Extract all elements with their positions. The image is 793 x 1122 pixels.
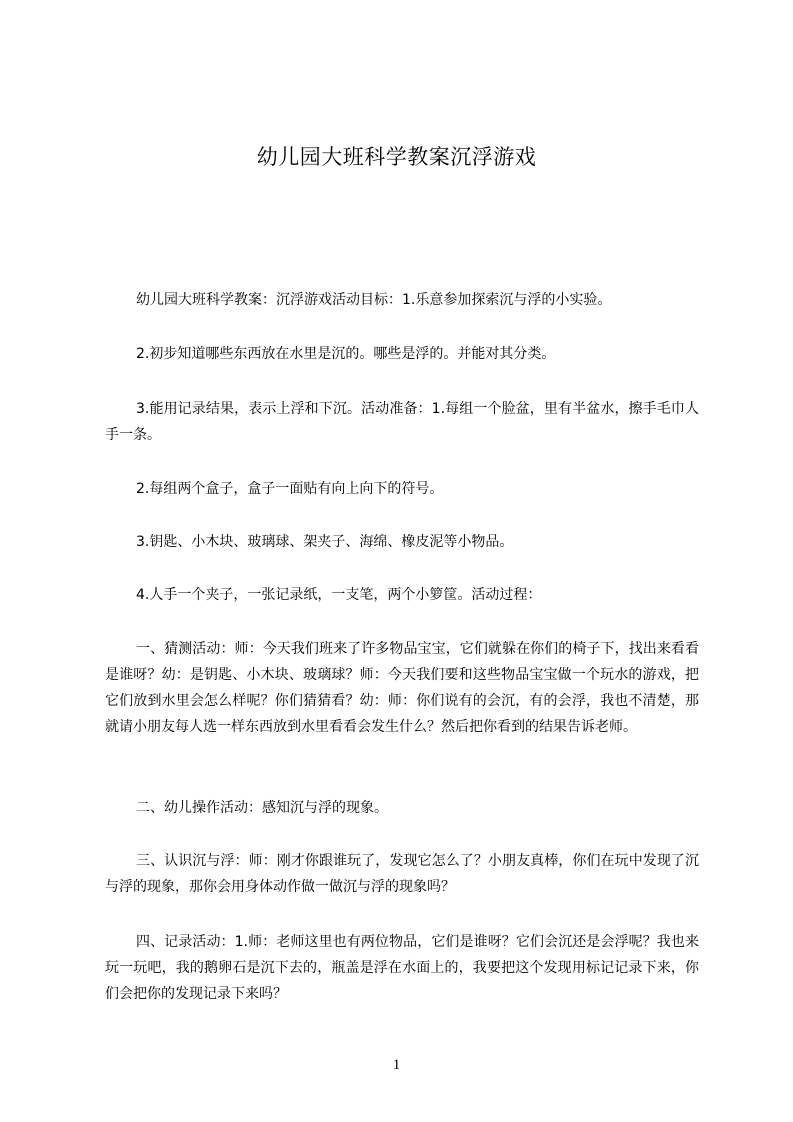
paragraph-recognize-sink-float: 三、认识沉与浮：师：刚才你跟谁玩了，发现它怎么了？小朋友真棒，你们在玩中发现了沉与浮的现象，那你会用身体动作做一做沉与浮的现象吗？ [105, 853, 699, 895]
document-title: 幼儿园大班科学教案沉浮游戏 [256, 145, 537, 169]
paragraph-prep-4: 4.人手一个夹子，一张记录纸，一支笔，两个小箩筐。活动过程： [136, 587, 542, 603]
paragraph-guessing-activity: 一、猜测活动：师：今天我们班来了许多物品宝宝，它们就躲在你们的椅子下，找出来看看是谁呀？幼：是钥匙、小木块、玻璃球？师：今天我们要和这些物品宝宝做一个玩水的游戏，把它们放到水里会怎么样呢？你们猜猜看？幼：师：你们说有的会沉，有的会浮，我也不清楚，那就请小朋友每人选一样东西放到水里看看会发生什么？然后把你看到的结果告诉老师。 [105, 641, 699, 735]
paragraph-objective-2: 2.初步知道哪些东西放在水里是沉的。哪些是浮的。并能对其分类。 [136, 346, 556, 362]
paragraph-prep-3: 3.钥匙、小木块、玻璃球、架夹子、海绵、橡皮泥等小物品。 [136, 534, 514, 550]
page-number: 1 [392, 1057, 401, 1073]
paragraph-prep-2: 2.每组两个盒子，盒子一面贴有向上向下的符号。 [136, 481, 444, 497]
paragraph-recording-activity: 四、记录活动：1.师：老师这里也有两位物品，它们是谁呀？它们会沉还是会浮呢？我也来玩一玩吧，我的鹅卵石是沉下去的，瓶盖是浮在水面上的，我要把这个发现用标记记录下来，你们会把你的发现记录下来吗？ [105, 934, 699, 1002]
paragraph-objectives: 幼儿园大班科学教案：沉浮游戏活动目标：1.乐意参加探索沉与浮的小实验。 [136, 292, 612, 308]
paragraph-objective-3: 3.能用记录结果，表示上浮和下沉。活动准备：1.每组一个脸盆，里有半盆水，擦手毛巾人手一条。 [105, 401, 699, 443]
paragraph-operation-activity: 二、幼儿操作活动：感知沉与浮的现象。 [136, 800, 388, 816]
